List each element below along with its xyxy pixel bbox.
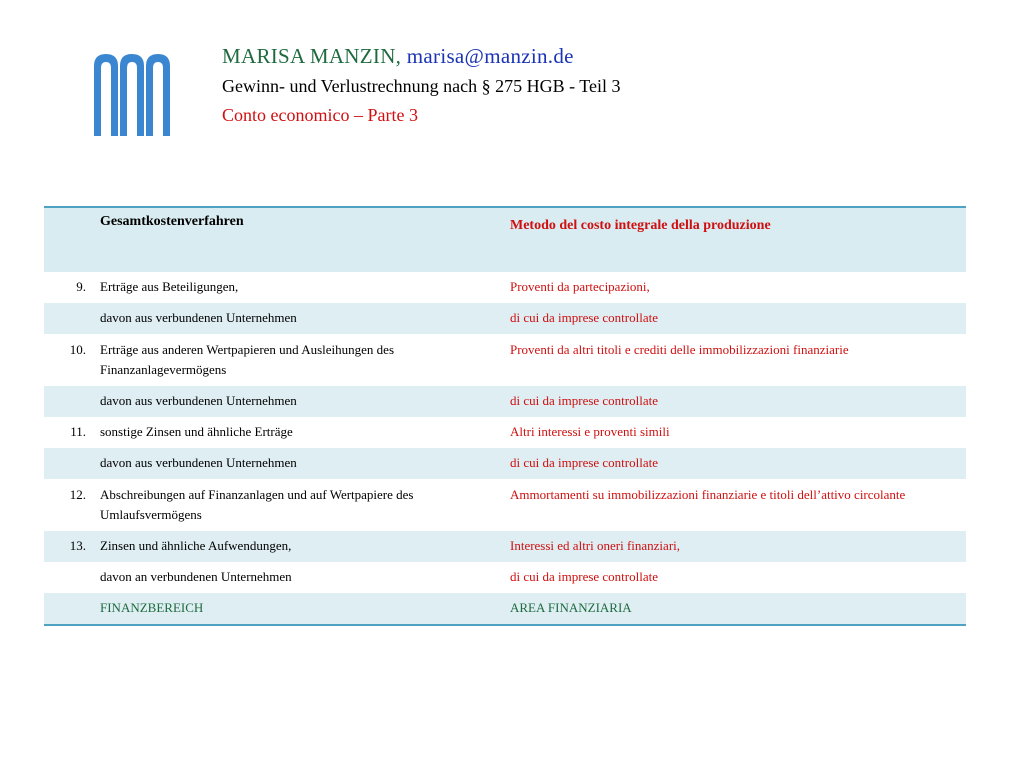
row-german: davon aus verbundenen Unternehmen <box>100 386 510 417</box>
row-german: davon aus verbundenen Unternehmen <box>100 448 510 479</box>
table-row <box>44 479 966 531</box>
row-number <box>44 386 100 417</box>
logo-arch-left <box>94 54 118 136</box>
table-row <box>44 562 966 593</box>
logo-arch-right <box>146 54 170 136</box>
row-italian: di cui da imprese controllate <box>510 448 966 479</box>
row-italian: di cui da imprese controllate <box>510 386 966 417</box>
row-german: Zinsen und ähnliche Aufwendungen, <box>100 531 510 562</box>
header-german: Gesamtkostenverfahren <box>100 207 510 272</box>
table-header-row <box>44 207 966 272</box>
row-italian: AREA FINANZIARIA <box>510 593 966 625</box>
header-num-cell <box>44 207 100 272</box>
table-row <box>44 334 966 386</box>
row-german: Abschreibungen auf Finanzanlagen und auf Wertpapiere des Umlaufsvermögens <box>100 487 414 522</box>
row-number <box>44 593 100 625</box>
row-italian: Ammortamenti su immobilizzazioni finanziarie e titoli dell’attivo circolante <box>510 487 906 502</box>
row-number <box>44 303 100 334</box>
title-italian: Conto economico – Parte 3 <box>222 105 418 125</box>
title-german: Gewinn- und Verlustrechnung nach § 275 HGB - Teil 3 <box>222 76 621 96</box>
row-number: 13. <box>44 531 100 562</box>
header-italian: Metodo del costo integrale della produzione <box>510 207 966 272</box>
table-row-finance-total <box>44 593 966 625</box>
table-row <box>44 417 966 448</box>
author-name: MARISA MANZIN, <box>222 44 402 68</box>
row-german: davon an verbundenen Unternehmen <box>100 569 292 584</box>
table-row <box>44 386 966 417</box>
row-german: davon aus verbundenen Unternehmen <box>100 303 510 334</box>
row-italian: Proventi da altri titoli e crediti delle immobilizzazioni finanziarie <box>510 342 849 357</box>
logo-arch-middle <box>120 54 144 136</box>
table-row <box>44 303 966 334</box>
row-number <box>44 562 100 593</box>
row-italian: di cui da imprese controllate <box>510 569 659 584</box>
row-number: 10. <box>69 342 86 357</box>
table-row <box>44 448 966 479</box>
author-line <box>222 44 621 69</box>
table-row <box>44 272 966 303</box>
row-number: 9. <box>76 279 86 294</box>
author-email-link[interactable]: marisa@manzin.de <box>406 44 574 68</box>
row-german: Erträge aus Beteiligungen, <box>100 279 239 294</box>
income-statement-table <box>44 206 966 626</box>
row-italian: di cui da imprese controllate <box>510 303 966 334</box>
row-italian: Proventi da partecipazioni, <box>510 279 650 294</box>
row-german: Erträge aus anderen Wertpapieren und Ausleihungen des Finanzanlagevermögens <box>100 342 394 377</box>
row-number <box>44 448 100 479</box>
page-header <box>222 44 621 126</box>
row-italian: Altri interessi e proventi simili <box>510 424 670 439</box>
row-number: 11. <box>70 424 86 439</box>
row-german: sonstige Zinsen und ähnliche Erträge <box>100 424 293 439</box>
table-row <box>44 531 966 562</box>
logo-mark <box>92 52 172 136</box>
row-italian: Interessi ed altri oneri finanziari, <box>510 531 966 562</box>
row-number: 12. <box>69 487 86 502</box>
row-german: FINANZBEREICH <box>100 593 510 625</box>
